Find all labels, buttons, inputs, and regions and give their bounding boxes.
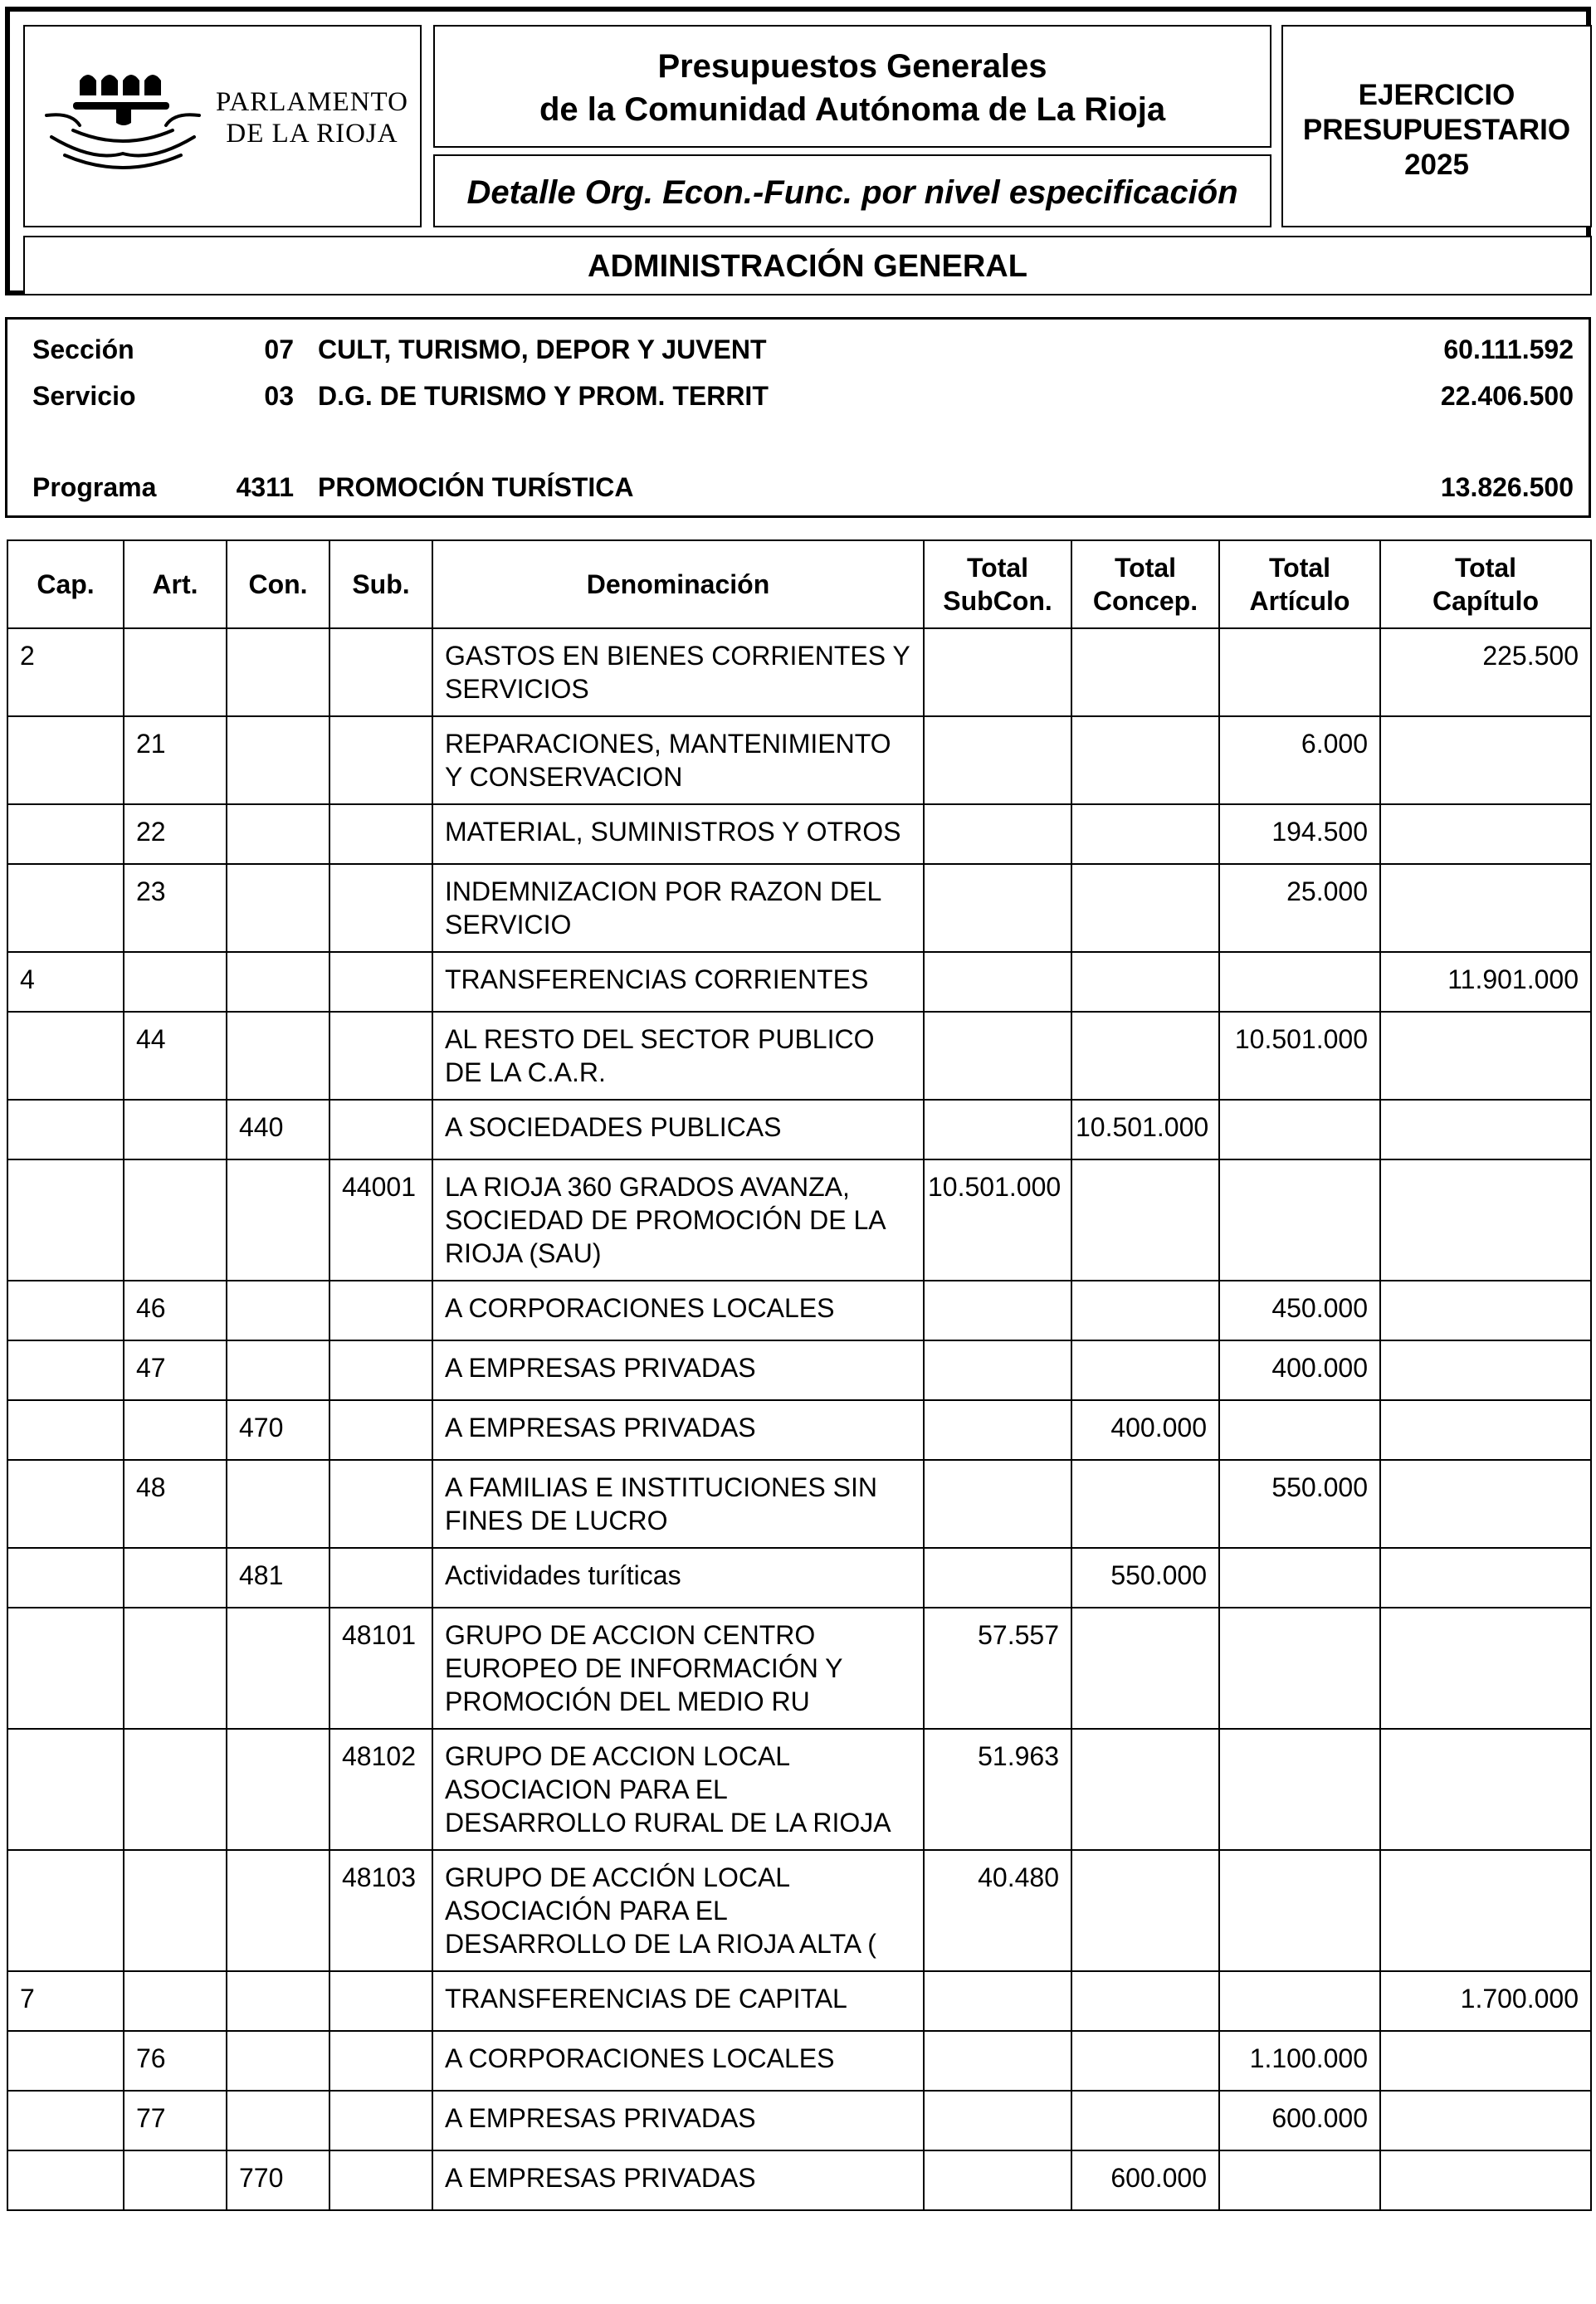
programa-code: 4311 — [236, 472, 294, 502]
cell-total-concep — [1071, 628, 1219, 716]
cell-total-subcon — [924, 1340, 1071, 1400]
table-row — [7, 2091, 1591, 2150]
cell-sub: 48103 — [329, 1850, 432, 1971]
logo-text-line2: DE LA RIOJA — [226, 119, 398, 149]
header-cap: Cap. — [7, 540, 124, 628]
cell-total-articulo — [1219, 1548, 1380, 1608]
cell-total-capitulo: 1.700.000 — [1380, 1971, 1591, 2031]
servicio-label: Servicio — [32, 381, 136, 411]
cell-total-concep — [1071, 864, 1219, 952]
cell-con — [227, 1159, 329, 1281]
cell-cap — [7, 1340, 124, 1400]
table-row — [7, 628, 1591, 716]
cell-art — [124, 1608, 227, 1729]
parliament-name — [204, 86, 420, 149]
cell-denominacion: LA RIOJA 360 GRADOS AVANZA, SOCIEDAD DE PROMOCIÓN DE LA RIOJA (SAU) — [432, 1159, 924, 1281]
cell-denominacion: A FAMILIAS E INSTITUCIONES SIN FINES DE LUCRO — [432, 1460, 924, 1548]
budget-table — [7, 539, 1592, 2211]
cell-art: 77 — [124, 2091, 227, 2150]
cell-cap: 7 — [7, 1971, 124, 2031]
cell-denominacion: GRUPO DE ACCION CENTRO EUROPEO DE INFORMACIÓN Y PROMOCIÓN DEL MEDIO RU — [432, 1608, 924, 1729]
cell-total-capitulo — [1380, 1012, 1591, 1100]
cell-total-capitulo — [1380, 1400, 1591, 1460]
cell-total-subcon — [924, 1012, 1071, 1100]
cell-total-articulo: 1.100.000 — [1219, 2031, 1380, 2091]
seccion-name: CULT, TURISMO, DEPOR Y JUVENT — [318, 334, 767, 364]
cell-con — [227, 2091, 329, 2150]
header-art: Art. — [124, 540, 227, 628]
cell-cap — [7, 2031, 124, 2091]
cell-total-capitulo — [1380, 1729, 1591, 1850]
cell-total-subcon — [924, 1400, 1071, 1460]
cell-total-articulo — [1219, 1400, 1380, 1460]
cell-cap — [7, 1012, 124, 1100]
cell-total-concep — [1071, 1281, 1219, 1340]
cell-total-capitulo — [1380, 1850, 1591, 1971]
cell-total-articulo — [1219, 2150, 1380, 2210]
header-total-articulo-line2: Artículo — [1249, 586, 1350, 616]
header-sub: Sub. — [329, 540, 432, 628]
cell-art — [124, 1100, 227, 1159]
cell-total-articulo: 6.000 — [1219, 716, 1380, 804]
programa-name: PROMOCIÓN TURÍSTICA — [318, 472, 634, 502]
cell-cap — [7, 1460, 124, 1548]
table-row — [7, 1159, 1591, 1281]
cell-denominacion: A EMPRESAS PRIVADAS — [432, 1340, 924, 1400]
cell-total-subcon — [924, 1100, 1071, 1159]
cell-sub — [329, 2091, 432, 2150]
cell-con — [227, 864, 329, 952]
cell-con: 440 — [227, 1100, 329, 1159]
cell-denominacion: Actividades turíticas — [432, 1548, 924, 1608]
header-total-concep-line2: Concep. — [1092, 586, 1198, 616]
cell-total-concep — [1071, 952, 1219, 1012]
cell-sub: 48101 — [329, 1608, 432, 1729]
cell-total-capitulo — [1380, 1340, 1591, 1400]
cell-cap: 2 — [7, 628, 124, 716]
cell-con — [227, 952, 329, 1012]
header-total-subcon — [924, 540, 1071, 628]
ejercicio-line1: EJERCICIO — [1358, 79, 1515, 111]
cell-con — [227, 716, 329, 804]
cell-cap — [7, 1281, 124, 1340]
cell-total-capitulo — [1380, 2031, 1591, 2091]
cell-total-capitulo — [1380, 2091, 1591, 2150]
cell-total-subcon — [924, 952, 1071, 1012]
cell-total-articulo: 25.000 — [1219, 864, 1380, 952]
cell-total-capitulo — [1380, 716, 1591, 804]
cell-cap — [7, 1400, 124, 1460]
cell-con: 770 — [227, 2150, 329, 2210]
cell-cap — [7, 1608, 124, 1729]
cell-sub — [329, 1340, 432, 1400]
cell-total-capitulo: 225.500 — [1380, 628, 1591, 716]
cell-art: 44 — [124, 1012, 227, 1100]
cell-total-concep — [1071, 1012, 1219, 1100]
cell-sub — [329, 864, 432, 952]
header-total-articulo-line1: Total — [1268, 553, 1331, 583]
cell-sub: 44001 — [329, 1159, 432, 1281]
cell-cap — [7, 1159, 124, 1281]
cell-sub — [329, 1548, 432, 1608]
cell-denominacion: A EMPRESAS PRIVADAS — [432, 2150, 924, 2210]
document-title — [433, 25, 1271, 148]
header-total-subcon-line2: SubCon. — [943, 586, 1052, 616]
cell-cap — [7, 716, 124, 804]
table-row — [7, 1729, 1591, 1850]
header-denominacion: Denominación — [432, 540, 924, 628]
cell-art: 46 — [124, 1281, 227, 1340]
cell-sub — [329, 1400, 432, 1460]
cell-cap: 4 — [7, 952, 124, 1012]
cell-con — [227, 1340, 329, 1400]
cell-sub: 48102 — [329, 1729, 432, 1850]
title-line2: de la Comunidad Autónoma de La Rioja — [539, 91, 1166, 128]
cell-art: 23 — [124, 864, 227, 952]
cell-denominacion: MATERIAL, SUMINISTROS Y OTROS — [432, 804, 924, 864]
cell-denominacion: A CORPORACIONES LOCALES — [432, 2031, 924, 2091]
cell-art — [124, 952, 227, 1012]
header-total-subcon-line1: Total — [966, 553, 1029, 583]
cell-total-capitulo — [1380, 1548, 1591, 1608]
cell-total-subcon — [924, 804, 1071, 864]
table-header-row — [7, 540, 1591, 628]
cell-con — [227, 1460, 329, 1548]
table-row — [7, 1100, 1591, 1159]
cell-denominacion: A SOCIEDADES PUBLICAS — [432, 1100, 924, 1159]
cell-denominacion: INDEMNIZACION POR RAZON DEL SERVICIO — [432, 864, 924, 952]
table-row — [7, 2150, 1591, 2210]
cell-total-concep: 400.000 — [1071, 1400, 1219, 1460]
cell-total-concep — [1071, 1971, 1219, 2031]
cell-denominacion: AL RESTO DEL SECTOR PUBLICO DE LA C.A.R. — [432, 1012, 924, 1100]
document-subtitle: Detalle Org. Econ.-Func. por nivel especificación — [433, 154, 1271, 227]
table-row — [7, 1012, 1591, 1100]
cell-total-articulo — [1219, 1100, 1380, 1159]
table-row — [7, 1850, 1591, 1971]
cell-con — [227, 1281, 329, 1340]
cell-cap — [7, 2150, 124, 2210]
cell-total-subcon: 10.501.000 — [924, 1159, 1071, 1281]
cell-con — [227, 1608, 329, 1729]
cell-total-subcon — [924, 864, 1071, 952]
cell-total-subcon — [924, 628, 1071, 716]
cell-total-articulo: 550.000 — [1219, 1460, 1380, 1548]
cell-total-articulo: 10.501.000 — [1219, 1012, 1380, 1100]
section-info — [5, 317, 1591, 518]
cell-denominacion: GASTOS EN BIENES CORRIENTES Y SERVICIOS — [432, 628, 924, 716]
cell-total-capitulo — [1380, 1100, 1591, 1159]
document-header — [5, 7, 1591, 295]
table-row — [7, 804, 1591, 864]
cell-total-capitulo — [1380, 864, 1591, 952]
cell-denominacion: TRANSFERENCIAS CORRIENTES — [432, 952, 924, 1012]
header-total-concep — [1071, 540, 1219, 628]
cell-total-articulo — [1219, 1159, 1380, 1281]
cell-total-concep — [1071, 1340, 1219, 1400]
cell-con — [227, 1012, 329, 1100]
servicio-code: 03 — [264, 381, 294, 411]
cell-sub — [329, 1971, 432, 2031]
cell-total-concep: 550.000 — [1071, 1548, 1219, 1608]
cell-total-subcon: 57.557 — [924, 1608, 1071, 1729]
cell-total-subcon — [924, 716, 1071, 804]
cell-total-concep — [1071, 1729, 1219, 1850]
cell-total-articulo: 600.000 — [1219, 2091, 1380, 2150]
cell-total-capitulo — [1380, 1460, 1591, 1548]
cell-total-subcon — [924, 2091, 1071, 2150]
cell-sub — [329, 2150, 432, 2210]
cell-cap — [7, 1548, 124, 1608]
cell-total-articulo: 400.000 — [1219, 1340, 1380, 1400]
cell-con — [227, 804, 329, 864]
seccion-row — [7, 331, 1589, 368]
cell-sub — [329, 1012, 432, 1100]
servicio-name: D.G. DE TURISMO Y PROM. TERRIT — [318, 381, 769, 411]
cell-sub — [329, 804, 432, 864]
cell-denominacion: A EMPRESAS PRIVADAS — [432, 1400, 924, 1460]
cell-art: 48 — [124, 1460, 227, 1548]
programa-row — [7, 469, 1589, 505]
seccion-amount: 60.111.592 — [1443, 334, 1574, 364]
seccion-code: 07 — [264, 334, 294, 364]
cell-sub — [329, 952, 432, 1012]
table-row — [7, 1340, 1591, 1400]
cell-total-articulo: 450.000 — [1219, 1281, 1380, 1340]
table-row — [7, 1971, 1591, 2031]
cell-total-capitulo — [1380, 1281, 1591, 1340]
cell-total-capitulo: 11.901.000 — [1380, 952, 1591, 1012]
cell-con: 470 — [227, 1400, 329, 1460]
cell-art — [124, 2150, 227, 2210]
servicio-amount: 22.406.500 — [1440, 381, 1574, 411]
cell-cap — [7, 804, 124, 864]
cell-art — [124, 1971, 227, 2031]
programa-amount: 13.826.500 — [1440, 472, 1574, 502]
header-total-capitulo-line1: Total — [1454, 553, 1517, 583]
cell-art — [124, 1400, 227, 1460]
cell-total-capitulo — [1380, 804, 1591, 864]
logo-panel — [23, 25, 422, 227]
cell-sub — [329, 716, 432, 804]
cell-denominacion: GRUPO DE ACCIÓN LOCAL ASOCIACIÓN PARA EL DESARROLLO DE LA RIOJA ALTA ( — [432, 1850, 924, 1971]
header-total-capitulo — [1380, 540, 1591, 628]
cell-total-articulo — [1219, 1971, 1380, 2031]
cell-sub — [329, 628, 432, 716]
cell-total-articulo — [1219, 1850, 1380, 1971]
cell-art: 47 — [124, 1340, 227, 1400]
cell-total-articulo — [1219, 1608, 1380, 1729]
fiscal-year-box — [1281, 25, 1592, 227]
cell-cap — [7, 1850, 124, 1971]
cell-total-articulo — [1219, 628, 1380, 716]
seccion-label: Sección — [32, 334, 134, 364]
cell-total-concep — [1071, 1850, 1219, 1971]
cell-total-articulo — [1219, 952, 1380, 1012]
cell-art: 21 — [124, 716, 227, 804]
cell-total-subcon — [924, 1460, 1071, 1548]
table-row — [7, 1608, 1591, 1729]
cell-total-concep — [1071, 1608, 1219, 1729]
servicio-row — [7, 378, 1589, 414]
cell-sub — [329, 1281, 432, 1340]
cell-total-subcon — [924, 2150, 1071, 2210]
cell-sub — [329, 2031, 432, 2091]
cell-cap — [7, 2091, 124, 2150]
budget-table-body — [7, 628, 1591, 2210]
cell-con — [227, 1971, 329, 2031]
cell-total-capitulo — [1380, 1159, 1591, 1281]
cell-art — [124, 1729, 227, 1850]
cell-total-subcon — [924, 2031, 1071, 2091]
cell-denominacion: GRUPO DE ACCION LOCAL ASOCIACION PARA EL DESARROLLO RURAL DE LA RIOJA — [432, 1729, 924, 1850]
cell-total-concep — [1071, 1460, 1219, 1548]
cell-denominacion: A EMPRESAS PRIVADAS — [432, 2091, 924, 2150]
table-row — [7, 952, 1591, 1012]
cell-total-concep: 600.000 — [1071, 2150, 1219, 2210]
cell-con — [227, 628, 329, 716]
cell-total-articulo: 194.500 — [1219, 804, 1380, 864]
cell-sub — [329, 1100, 432, 1159]
header-con: Con. — [227, 540, 329, 628]
header-total-concep-line1: Total — [1114, 553, 1177, 583]
table-row — [7, 1548, 1591, 1608]
cell-total-subcon — [924, 1971, 1071, 2031]
cell-total-subcon: 40.480 — [924, 1850, 1071, 1971]
cell-sub — [329, 1460, 432, 1548]
cell-total-concep — [1071, 804, 1219, 864]
cell-total-concep — [1071, 716, 1219, 804]
table-row — [7, 1460, 1591, 1548]
cell-art: 22 — [124, 804, 227, 864]
cell-art: 76 — [124, 2031, 227, 2091]
cell-total-concep — [1071, 2091, 1219, 2150]
programa-label: Programa — [32, 472, 157, 502]
cell-cap — [7, 1729, 124, 1850]
table-row — [7, 1281, 1591, 1340]
cell-total-concep: 10.501.000 — [1071, 1100, 1219, 1159]
cell-art — [124, 628, 227, 716]
cell-total-concep — [1071, 2031, 1219, 2091]
title-line1: Presupuestos Generales — [657, 48, 1047, 85]
cell-total-subcon: 51.963 — [924, 1729, 1071, 1850]
cell-con — [227, 1850, 329, 1971]
cell-con — [227, 2031, 329, 2091]
cell-total-capitulo — [1380, 2150, 1591, 2210]
cell-con: 481 — [227, 1548, 329, 1608]
cell-total-articulo — [1219, 1729, 1380, 1850]
header-total-articulo — [1219, 540, 1380, 628]
cell-denominacion: TRANSFERENCIAS DE CAPITAL — [432, 1971, 924, 2031]
cell-total-subcon — [924, 1548, 1071, 1608]
cell-art — [124, 1850, 227, 1971]
cell-denominacion: REPARACIONES, MANTENIMIENTO Y CONSERVACION — [432, 716, 924, 804]
cell-cap — [7, 1100, 124, 1159]
header-total-capitulo-line2: Capítulo — [1432, 586, 1539, 616]
table-row — [7, 864, 1591, 952]
ejercicio-year: 2025 — [1404, 149, 1469, 181]
cell-art — [124, 1548, 227, 1608]
cell-total-concep — [1071, 1159, 1219, 1281]
table-row — [7, 2031, 1591, 2091]
cell-denominacion: A CORPORACIONES LOCALES — [432, 1281, 924, 1340]
cell-total-capitulo — [1380, 1608, 1591, 1729]
table-row — [7, 1400, 1591, 1460]
cell-cap — [7, 864, 124, 952]
ejercicio-line2: PRESUPUESTARIO — [1302, 114, 1571, 146]
cell-total-subcon — [924, 1281, 1071, 1340]
table-row — [7, 716, 1591, 804]
cell-art — [124, 1159, 227, 1281]
cell-con — [227, 1729, 329, 1850]
parliament-logo-icon — [40, 64, 206, 180]
administration-title: ADMINISTRACIÓN GENERAL — [23, 236, 1592, 295]
logo-text-line1: PARLAMENTO — [216, 87, 408, 117]
